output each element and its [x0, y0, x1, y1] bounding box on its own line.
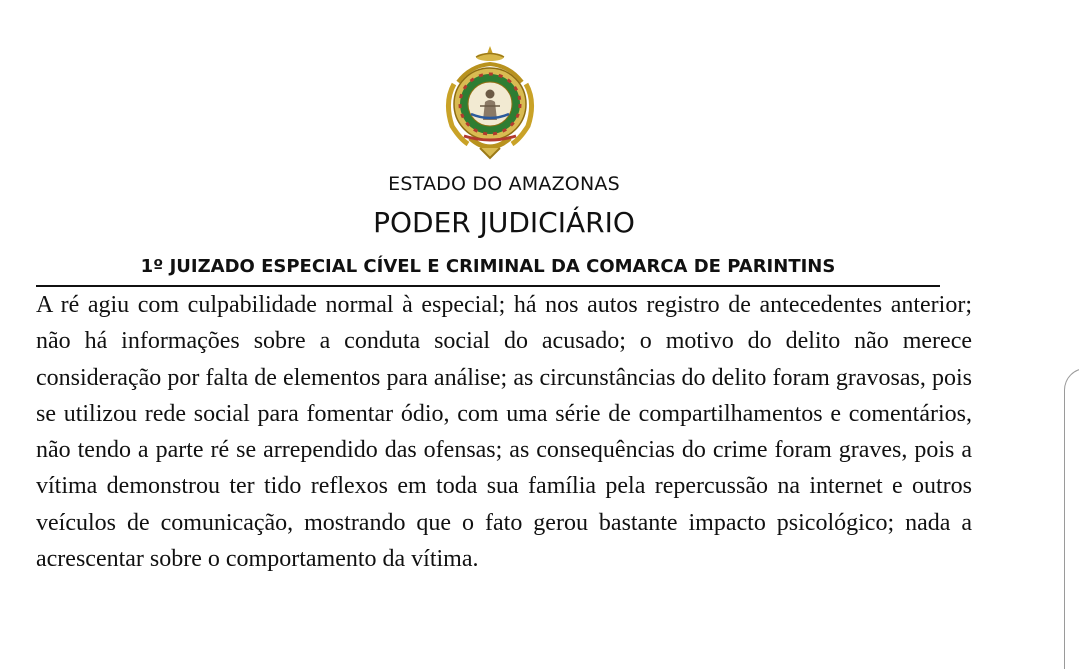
court-title: 1º JUIZADO ESPECIAL CÍVEL E CRIMINAL DA COMARCA DE PARINTINS [140, 256, 836, 277]
state-title: ESTADO DO AMAZONAS [388, 173, 620, 195]
sentence-paragraph: A ré agiu com culpabilidade normal à especial; há nos autos registro de antecedentes anterior; não há informações sobre a conduta social do acusado; o motivo do delito não merece consideração por falta de elementos para análise; as circunstâncias do delito foram gravosas, pois se utilizou rede social para fomentar ódio, com uma série de compartilhamentos e comentários, não tendo a parte ré se arrependido das ofensas; as consequências do crime foram graves, pois a vítima demonstrou ter tido reflexos em toda sua família pela repercussão na internet e outros veículos de comunicação, mostrando que o fato gerou bastante impacto psicológico; nada a acrescentar sobre o comportamento da vítima. [36, 292, 972, 573]
judiciary-title: PODER JUDICIÁRIO [373, 206, 635, 239]
coat-of-arms-icon [440, 44, 540, 160]
overlay-panel-edge [1064, 368, 1079, 669]
